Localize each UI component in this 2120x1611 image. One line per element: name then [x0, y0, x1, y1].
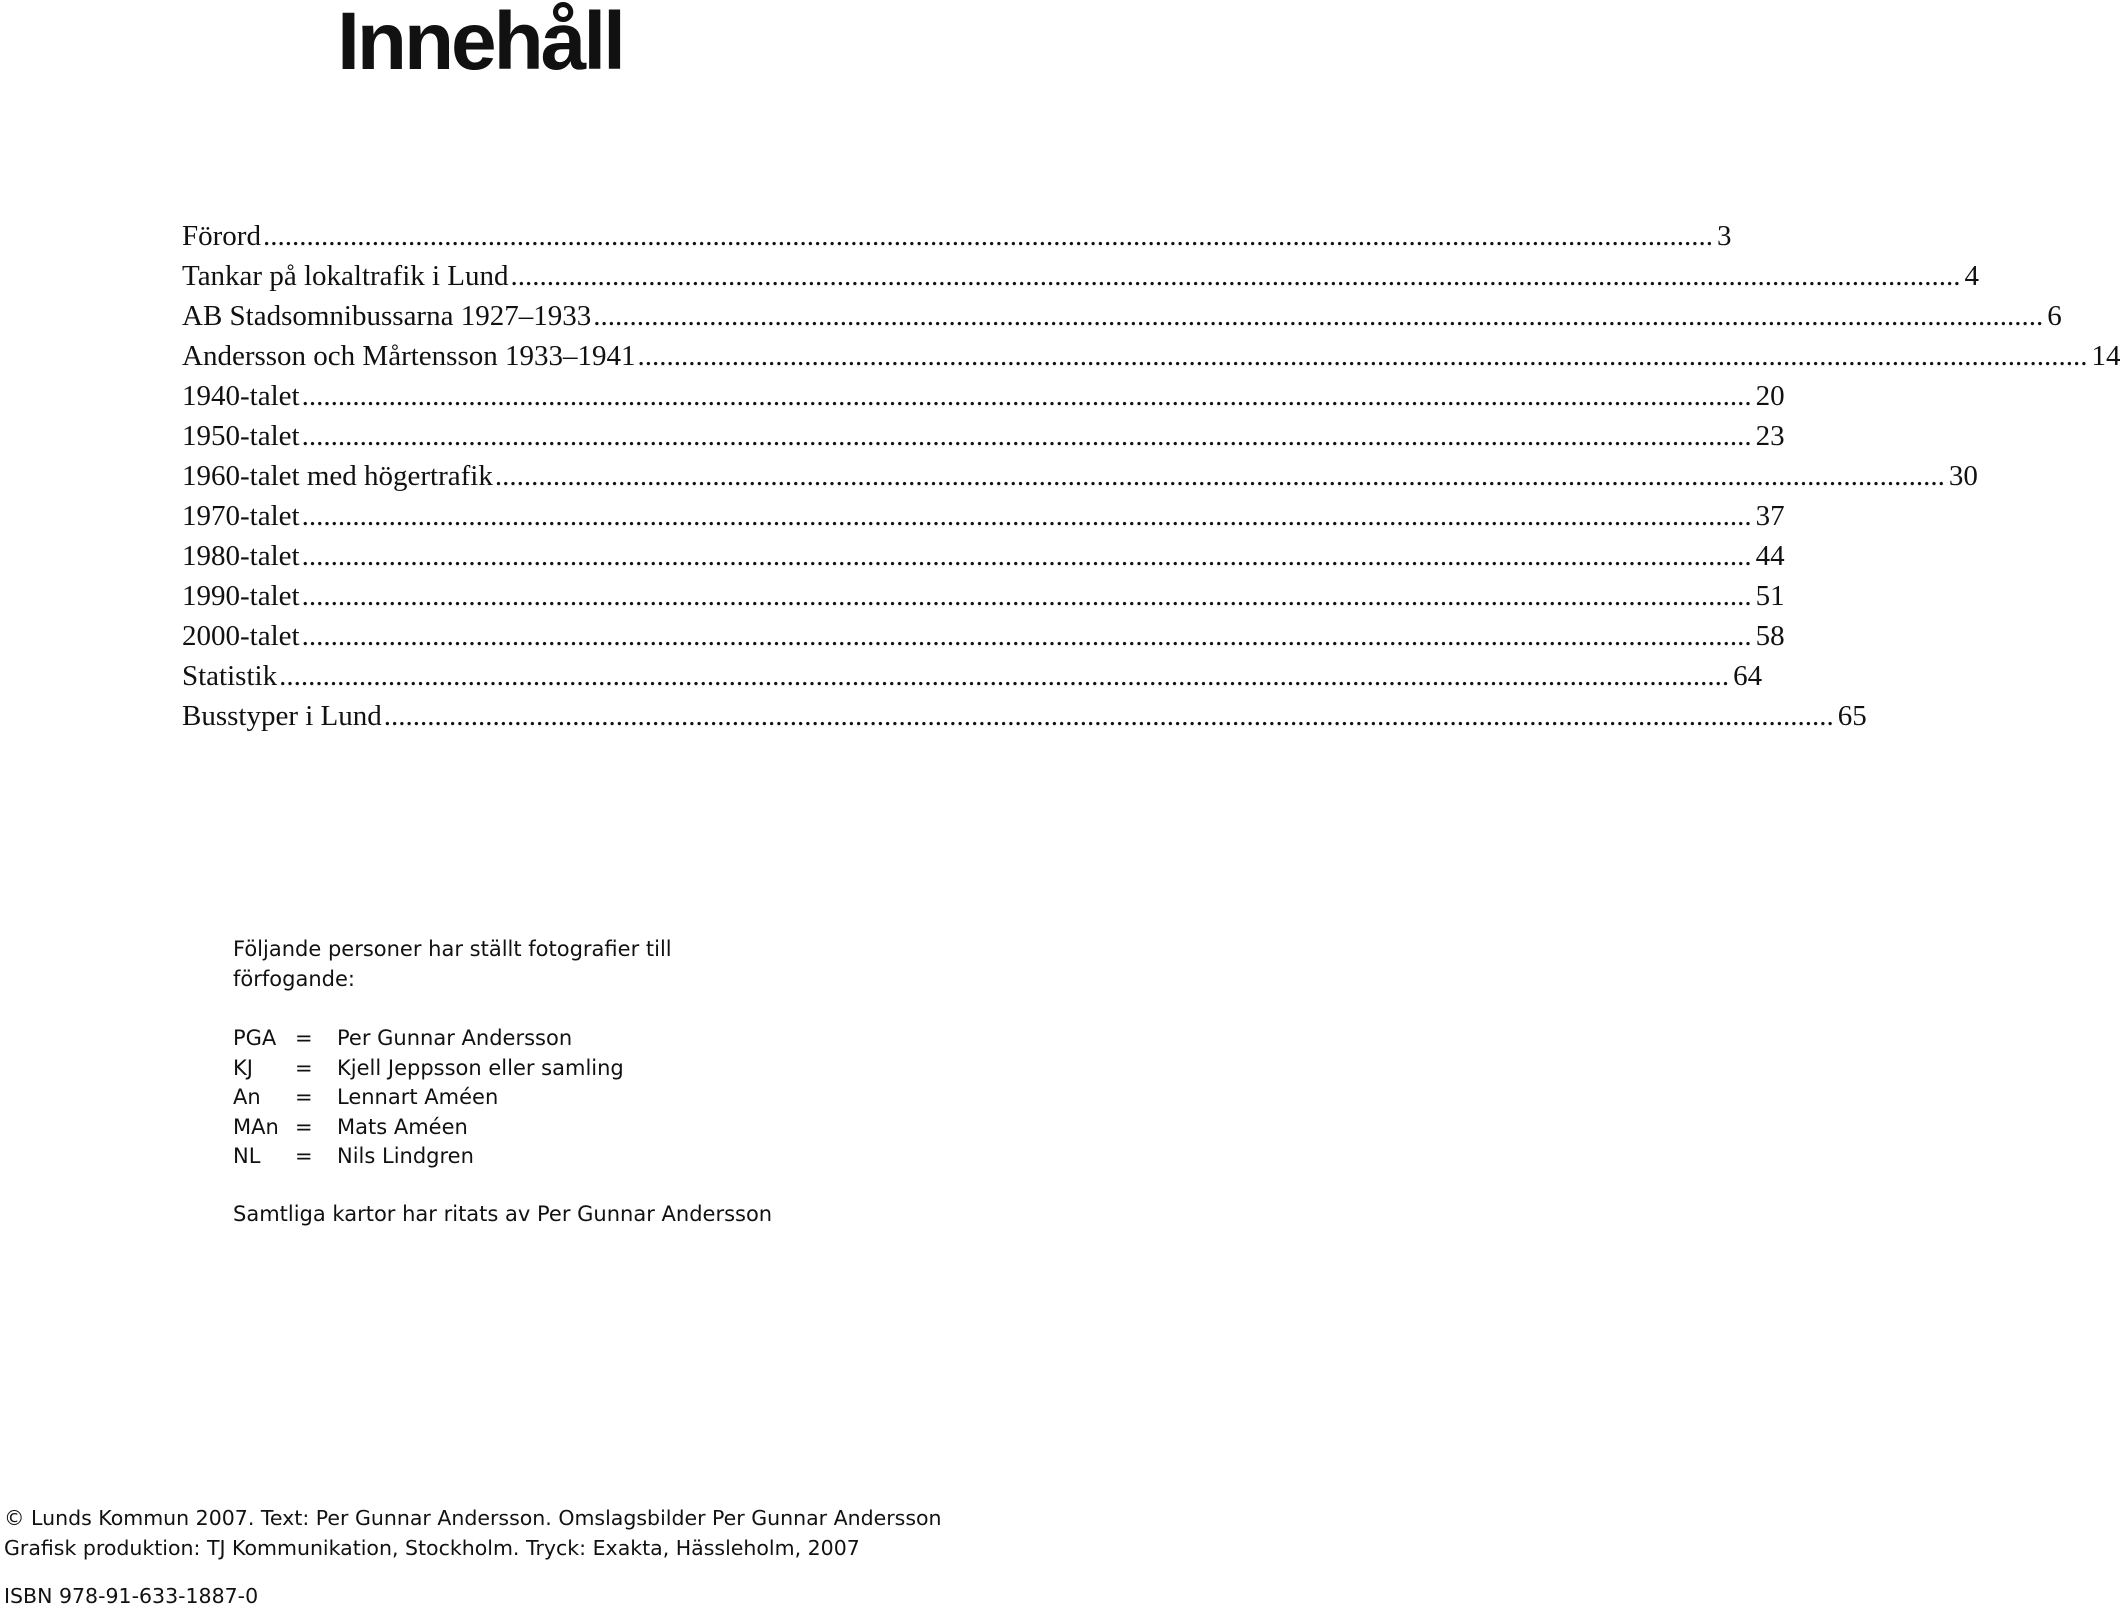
- toc-entry-page: 65: [1837, 700, 1867, 732]
- copyright-line: © Lunds Kommun 2007. Text: Per Gunnar Andersson. Omslagsbilder Per Gunnar Andersson: [4, 1506, 942, 1530]
- toc-entry: [182, 696, 1867, 736]
- toc-leader-dots: ........................................................................................................................................................................................................: [262, 220, 1713, 252]
- toc-entry: [182, 456, 1978, 496]
- toc-entry-page: 44: [1755, 540, 1785, 572]
- toc-entry: [182, 576, 1785, 616]
- toc-leader-dots: ........................................................................................................................................................................................................: [301, 420, 1752, 452]
- photographer-row: [233, 1083, 853, 1113]
- toc-entry: [182, 296, 2062, 336]
- toc-entry: [182, 216, 1732, 256]
- photo-credits: [233, 935, 853, 1229]
- photographer-name: Mats Améen: [337, 1114, 468, 1139]
- toc-entry-page: 20: [1755, 380, 1785, 412]
- toc-leader-dots: ........................................................................................................................................................................................................: [301, 380, 1752, 412]
- toc-entry-title: 1950-talet: [182, 420, 300, 452]
- toc-entry-page: 23: [1755, 420, 1785, 452]
- equals-sign: =: [295, 1144, 313, 1168]
- toc-leader-dots: ........................................................................................................................................................................................................: [383, 700, 1834, 732]
- equals-sign: =: [295, 1026, 313, 1050]
- toc-entry: [182, 376, 1785, 416]
- equals-sign: =: [295, 1085, 313, 1109]
- photographer-row: [233, 1054, 853, 1084]
- toc-entry: [182, 416, 1785, 456]
- photographer-row: [233, 1142, 853, 1172]
- table-of-contents: [182, 216, 2120, 736]
- toc-entry-title: 1970-talet: [182, 500, 300, 532]
- toc-entry-title: 1980-talet: [182, 540, 300, 572]
- toc-entry: [182, 256, 1980, 296]
- toc-entry-title: Statistik: [182, 660, 278, 692]
- toc-entry: [182, 336, 2120, 376]
- toc-leader-dots: ........................................................................................................................................................................................................: [593, 300, 2044, 332]
- toc-entry-title: Tankar på lokaltrafik i Lund: [182, 260, 509, 292]
- toc-entry: [182, 616, 1785, 656]
- photographer-code: KJ: [233, 1055, 253, 1080]
- maps-note: Samtliga kartor har ritats av Per Gunnar Andersson: [233, 1201, 773, 1226]
- photographer-name: Nils Lindgren: [337, 1144, 474, 1168]
- toc-leader-dots: ........................................................................................................................................................................................................: [301, 620, 1752, 652]
- toc-entry: [182, 496, 1785, 536]
- photographer-name: Lennart Améen: [337, 1085, 499, 1109]
- credits-intro: Följande personer har ställt fotografier till förfogande:: [233, 937, 672, 991]
- toc-entry-title: 2000-talet: [182, 620, 300, 652]
- toc-entry-title: 1960-talet med högertrafik: [182, 460, 493, 492]
- toc-leader-dots: ........................................................................................................................................................................................................: [637, 340, 2088, 372]
- equals-sign: =: [295, 1055, 313, 1080]
- toc-entry-title: 1990-talet: [182, 580, 300, 612]
- toc-leader-dots: ........................................................................................................................................................................................................: [301, 540, 1752, 572]
- photographer-list: [233, 1024, 853, 1172]
- toc-entry: [182, 536, 1785, 576]
- toc-entry-page: 64: [1733, 660, 1763, 692]
- toc-entry: [182, 656, 1763, 696]
- toc-leader-dots: ........................................................................................................................................................................................................: [494, 460, 1945, 492]
- equals-sign: =: [295, 1114, 313, 1139]
- toc-entry-title: 1940-talet: [182, 380, 300, 412]
- production-line: Grafisk produktion: TJ Kommunikation, Stockholm. Tryck: Exakta, Hässleholm, 2007: [4, 1536, 860, 1560]
- toc-entry-page: 14: [2091, 340, 2120, 372]
- toc-entry-page: 58: [1755, 620, 1785, 652]
- toc-entry-title: AB Stadsomnibussarna 1927–1933: [182, 300, 592, 332]
- toc-leader-dots: ........................................................................................................................................................................................................: [510, 260, 1961, 292]
- toc-entry-title: Andersson och Mårtensson 1933–1941: [182, 340, 636, 372]
- photographer-name: Per Gunnar Andersson: [337, 1026, 573, 1050]
- toc-leader-dots: ........................................................................................................................................................................................................: [301, 580, 1752, 612]
- toc-leader-dots: ........................................................................................................................................................................................................: [279, 660, 1730, 692]
- photographer-row: [233, 1113, 853, 1143]
- toc-entry-page: 4: [1964, 260, 1980, 292]
- toc-entry-page: 3: [1716, 220, 1732, 252]
- isbn: ISBN 978-91-633-1887-0: [4, 1584, 259, 1608]
- photographer-name: Kjell Jeppsson eller samling: [337, 1055, 624, 1080]
- photographer-code: MAn: [233, 1114, 279, 1139]
- photographer-code: PGA: [233, 1026, 277, 1050]
- colophon: [4, 1503, 960, 1611]
- page-title: Innehåll: [337, 0, 623, 87]
- photographer-code: An: [233, 1085, 261, 1109]
- toc-entry-title: Förord: [182, 220, 261, 252]
- toc-leader-dots: ........................................................................................................................................................................................................: [301, 500, 1752, 532]
- toc-entry-page: 6: [2047, 300, 2062, 332]
- toc-entry-page: 51: [1755, 580, 1785, 612]
- toc-entry-page: 30: [1948, 460, 1978, 492]
- toc-entry-title: Busstyper i Lund: [182, 700, 382, 732]
- photographer-row: [233, 1024, 853, 1054]
- photographer-code: NL: [233, 1144, 261, 1168]
- toc-entry-page: 37: [1755, 500, 1785, 532]
